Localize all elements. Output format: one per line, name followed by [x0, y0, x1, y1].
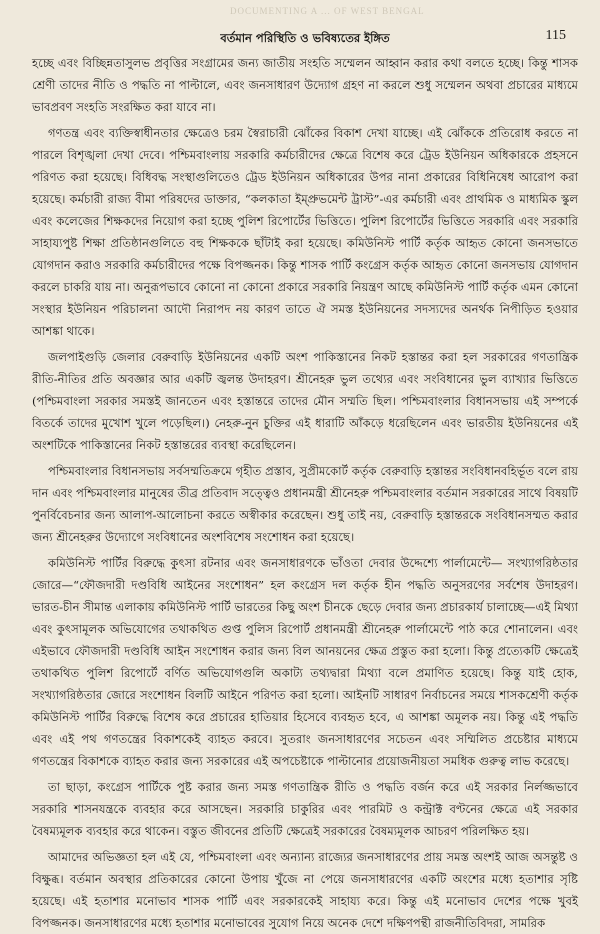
paragraph: আমাদের অভিজ্ঞতা হল এই যে, পশ্চিমবাংলা এবং অন্যান্য রাজ্যের জনসাধারণের প্রায় সমস্ত অংশই আজ অসন্তুষ্ট ও বিক্ষুব্ধ। বর্তমান অবস্থার প্রতিকারের কোনো উপায় খুঁজে না পেয়ে জনসাধারণের একটি অংশের মধ্যে হতাশার সৃষ্টি হয়েছে। এই হতাশার মনোভাব শাসক পার্টি এবং সরকারকেই সাহায্য করে। কিন্তু এই মনোভাব দেশের পক্ষে খুবই বিপজ্জনক। জনসাধারণের মধ্যে হতাশার মনোভাবের সুযোগ নিয়ে অনেক দেশে দক্ষিণপন্থী রাজনীতিবিদরা, সামরিক: [32, 850, 578, 930]
bleed-through-text: DOCUMENTING A ... OF WEST BENGAL: [230, 6, 425, 16]
paragraph: গণতন্ত্র এবং ব্যক্তিস্বাধীনতার ক্ষেত্রেও চরম স্বৈরাচারী ঝোঁকের বিকাশ দেখা যাচ্ছে। এই ঝোঁককে প্রতিরোধ করতে না পারলে বিশৃঙ্খলা দেখা দেবে। পশ্চিমবাংলায় সরকারি কর্মচারীদের ক্ষেত্রে বিশেষ করে ট্রেড ইউনিয়ন অধিকারকে প্রহসনে পরিণত করা হয়েছে। বিধিবদ্ধ সংস্থাগুলিতেও ট্রেড ইউনিয়ন অধিকারের উপর নানা প্রকারের বিধিনিষেধ আরোপ করা হয়েছে। কর্মচারী রাজ্য বীমা পরিষদের ডাক্তার, “কলকাতা ইম্প্রুভমেন্ট ট্রাস্ট”-এর কর্মচারী এবং প্রাথমিক ও মাধ্যমিক স্কুল এবং কলেজের শিক্ষকদের নিয়োগ করা হচ্ছে পুলিশ রিপোর্টের ভিত্তিতে। পুলিশ রিপোর্টের ভিত্তিতে সরকারি এবং সরকারি সাহায্যপুষ্ট শিক্ষা প্রতিষ্ঠানগুলিতে বহু শিক্ষককে ছাঁটাই করা হয়েছে। কমিউনিস্ট পার্টি কর্তৃক আহৃত কোনো জনসভাতে যোগদান করাও সরকারি কর্মচারীদের পক্ষে বিপজ্জনক। কিন্তু শাসক পার্টি কংগ্রেস কর্তৃক আহৃত কোনো জনসভায় যোগদান করলে চাকরি যায় না। অনুরূপভাবে কোনো না কোনো প্রকারে সরকারি নিয়ন্ত্রণ আছে কমিউনিস্ট পার্টি কর্তৃক এমন কোনো সংস্থার ইউনিয়ন পরিচালনা আদৌ নিরাপদ নয় কারণ তাতে ঐ সমস্ত ইউনিয়নের সদস্যদের অনর্থক নিপীড়িত হওয়ার আশঙ্কা থাকে।: [32, 126, 578, 338]
running-title: বর্তমান পরিস্থিতি ও ভবিষ্যতের ইঙ্গিত: [220, 31, 390, 45]
paragraph: তা ছাড়া, কংগ্রেস পার্টিকে পুষ্ট করার জন্য সমস্ত গণতান্ত্রিক রীতি ও পদ্ধতি বর্জন করে এই সরকার নির্লজ্জভাবে সরকারি শাসনযন্ত্রকে ব্যবহার করে আসছেন। সরকারি চাকুরির এবং পারমিট ও কন্ট্রাক্ট বণ্টনের ক্ষেত্রে এই সরকার বৈষম্যমূলক ব্যবহার করে থাকেন। বস্তুত জীবনের প্রতিটি ক্ষেত্রেই সরকারের বৈষম্যমূলক আচরণ পরিলক্ষিত হয়।: [32, 780, 578, 838]
paragraph: হচ্ছে এবং বিচ্ছিন্নতাসুলভ প্রবৃত্তির সংগ্রামের জন্য জাতীয় সংহতি সম্মেলন আহ্বান করার কথা বলতে হচ্ছে। কিন্তু শাসক শ্রেণী তাদের নীতি ও পদ্ধতি না পাল্টালে, এবং জনসাধারণ উদ্যোগ গ্রহণ না করলে শুধু সম্মেলন অথবা প্রচারের মাধ্যমে ভাবপ্রবণ সংহতি সংরক্ষিত করা যাবে না।: [32, 56, 578, 114]
page-header: [32, 28, 578, 48]
page-number: 115: [545, 28, 566, 43]
paragraph: কমিউনিস্ট পার্টির বিরুদ্ধে কুৎসা রটনার এবং জনসাধারণকে ভাঁওতা দেবার উদ্দেশ্যে পার্লামেন্টে— সংখ্যাগরিষ্ঠতার জোরে—“ফৌজদারী দণ্ডবিধি আইনের সংশোধন” হল কংগ্রেস দল কর্তৃক হীন পদ্ধতি অনুসরণের সর্বশেষ উদাহরণ। ভারত-চীন সীমান্ত এলাকায় কমিউনিস্ট পার্টি ভারতের কিছু অংশ চীনকে ছেড়ে দেবার জন্য প্রচারকার্য চালাচ্ছে—এই মিথ্যা এবং কুৎসামূলক অভিযোগের তথাকথিত গুপ্ত পুলিস রিপোর্ট প্রধানমন্ত্রী শ্রীনেহরু পার্লামেন্টে পাঠ করে শোনালেন। এবং এইভাবে ফৌজদারী দণ্ডবিধি আইন সংশোধন করার জন্য বিল আনয়নের ক্ষেত্র প্রস্তুত করা হলো। কিন্তু প্রত্যেকটি ক্ষেত্রেই তথাকথিত পুলিশ রিপোর্টে বর্ণিত অভিযোগগুলি অকাট্য তথ্যদ্বারা মিথ্যা বলে প্রমাণিত হয়েছে। কিন্তু যাই হোক, সংখ্যাগরিষ্ঠতার জোরে সংশোধন বিলটি আইনে পরিণত করা হলো। আইনটি সাধারণ নির্বাচনের সময়ে শাসকশ্রেণী কর্তৃক কমিউনিস্ট পার্টির বিরুদ্ধে বিশেষ করে প্রচারের হাতিয়ার হিসেবে ব্যবহৃত হবে, এ আশঙ্কা অমূলক নয়। কিন্তু এই পদ্ধতি এবং এই পথ গণতন্ত্রের বিকাশকেই ব্যাহত করবে। সুতরাং জনসাধারণের সচেতন এবং সম্মিলিত প্রচেষ্টার মাধ্যমে গণতন্ত্রের বিকাশকে ব্যাহত করার জন্য সরকারের এই অপচেষ্টাকে পাল্টানোর প্রয়োজনীয়তা সমধিক গুরুত্ব লাভ করেছে।: [32, 556, 579, 768]
paragraph: পশ্চিমবাংলার বিধানসভায় সর্বসম্মতিক্রমে গৃহীত প্রস্তাব, সুপ্রীমকোর্ট কর্তৃক বেরুবাড়ি হস্তান্তর সংবিধানবহির্ভূত বলে রায় দান এবং পশ্চিমবাংলার মানুষের তীব্র প্রতিবাদ সত্ত্বেও প্রধানমন্ত্রী শ্রীনেহরু পশ্চিমবাংলার বর্তমান সরকারের সাথে বিষয়টি পুনর্বিবেচনার জন্য আলাপ-আলোচনা করতে অস্বীকার করেছেন। শুধু তাই নয়, বেরুবাড়ি হস্তান্তরকে সংবিধানসম্মত করার জন্য শ্রীনেহরুর উদ্যোগে সংবিধানের অংশবিশেষ সংশোধন করা হয়েছে।: [32, 464, 578, 544]
body-text: [32, 52, 578, 934]
paragraph: জলপাইগুড়ি জেলার বেরুবাড়ি ইউনিয়নের একটি অংশ পাকিস্তানের নিকট হস্তান্তর করা হল সরকারের গণতান্ত্রিক রীতি-নীতির প্রতি অবজ্ঞার আর একটি জ্বলন্ত উদাহরণ। শ্রীনেহরু ভুল তথ্যের এবং সংবিধানের ভুল ব্যাখ্যার ভিত্তিতে (পশ্চিমবাংলা সরকার সমস্তই জানতেন এবং হস্তান্তরে তাদের মৌন সম্মতি ছিল। পশ্চিমবাংলার বিধানসভায় এই সম্পর্কে বিতর্কে তাদের মুখোশ খুলে পড়েছিল।) নেহরু-নুন চুক্তির এই ধারাটি আঁকড়ে ধরেছিলেন এবং ভারতীয় ইউনিয়নের এই অংশটিকে পাকিস্তানের নিকট হস্তান্তরের ব্যবস্থা করেছিলেন।: [32, 350, 578, 452]
